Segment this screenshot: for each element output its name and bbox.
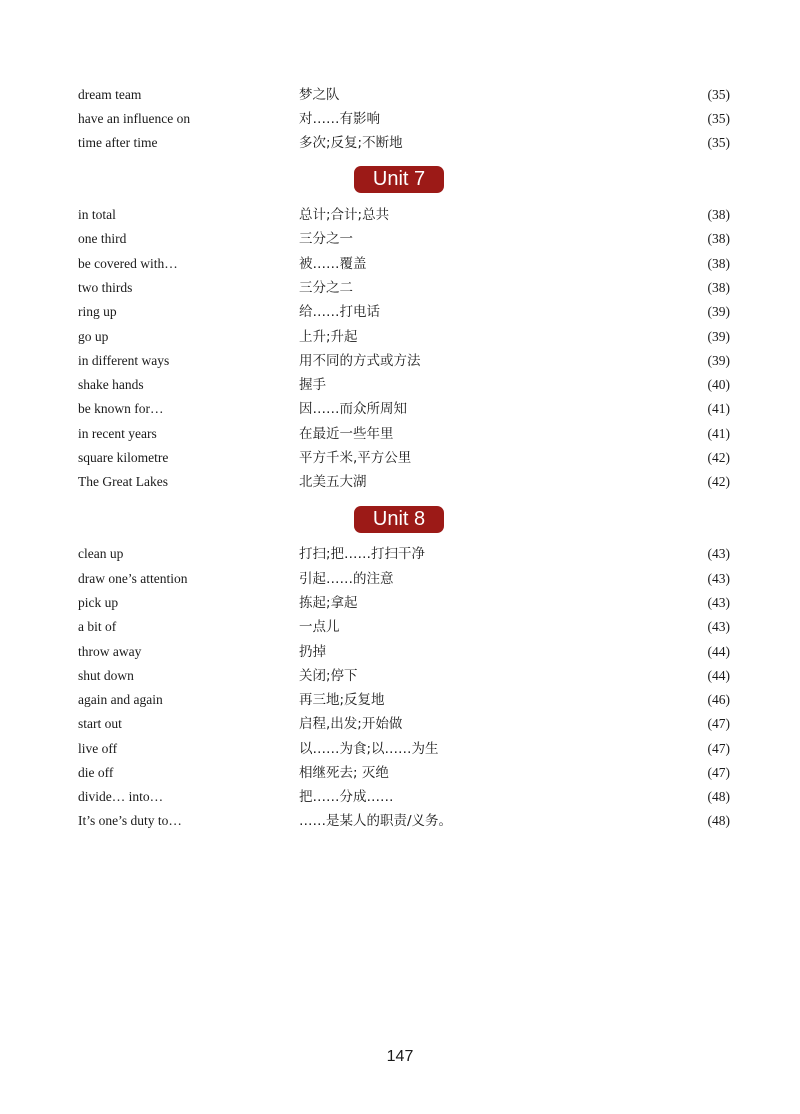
- phrase-row: [0, 325, 800, 349]
- phrase-english: be known for…: [78, 401, 164, 416]
- phrase-english: in recent years: [78, 426, 157, 441]
- phrase-chinese: 平方千米,平方公里: [299, 450, 412, 466]
- phrase-row: [0, 300, 800, 324]
- phrase-english: in different ways: [78, 353, 170, 368]
- phrase-chinese: 对……有影响: [299, 111, 380, 127]
- phrase-row: [0, 615, 800, 639]
- phrase-english: square kilometre: [78, 450, 169, 465]
- phrase-page-ref: (48): [707, 813, 730, 828]
- phrase-row: [0, 688, 800, 712]
- phrase-row: [0, 422, 800, 446]
- phrase-page-ref: (38): [707, 256, 730, 271]
- phrase-english: die off: [78, 765, 114, 780]
- phrase-chinese: 再三地;反复地: [299, 692, 385, 708]
- phrase-row: [0, 203, 800, 227]
- phrase-page-ref: (39): [707, 304, 730, 319]
- phrase-english: clean up: [78, 546, 124, 561]
- phrase-page-ref: (38): [707, 231, 730, 246]
- phrase-chinese: 握手: [299, 377, 326, 393]
- phrase-page-ref: (41): [707, 426, 730, 441]
- phrase-page-ref: (43): [707, 595, 730, 610]
- phrase-english: ring up: [78, 304, 117, 319]
- phrase-page-ref: (35): [707, 111, 730, 126]
- phrase-page-ref: (43): [707, 619, 730, 634]
- phrase-chinese: 因……而众所周知: [299, 401, 407, 417]
- phrase-english: draw one’s attention: [78, 571, 188, 586]
- phrase-english: one third: [78, 231, 127, 246]
- phrase-page-ref: (38): [707, 207, 730, 222]
- phrase-english: go up: [78, 329, 109, 344]
- phrase-row: [0, 252, 800, 276]
- phrase-row: [0, 761, 800, 785]
- phrase-chinese: 打扫;把……打扫干净: [299, 546, 426, 562]
- phrase-page-ref: (42): [707, 450, 730, 465]
- phrase-chinese: 扔掉: [299, 644, 326, 660]
- phrase-english: have an influence on: [78, 111, 191, 126]
- phrase-chinese: 北美五大湖: [299, 474, 367, 490]
- phrase-row: [0, 83, 800, 107]
- phrase-english: shut down: [78, 668, 134, 683]
- phrase-english: shake hands: [78, 377, 144, 392]
- phrase-chinese: 多次;反复;不断地: [299, 135, 403, 151]
- phrase-chinese: ……是某人的职责/义务。: [299, 813, 453, 829]
- unit-7-heading: Unit 7: [354, 166, 444, 193]
- phrase-page-ref: (44): [707, 668, 730, 683]
- unit-8-heading: Unit 8: [354, 506, 444, 533]
- phrase-english: in total: [78, 207, 116, 222]
- phrase-chinese: 拣起;拿起: [299, 595, 358, 611]
- phrase-page-ref: (44): [707, 644, 730, 659]
- phrase-page-ref: (38): [707, 280, 730, 295]
- phrase-row: [0, 131, 800, 155]
- phrase-chinese: 三分之二: [299, 280, 353, 296]
- phrase-english: a bit of: [78, 619, 117, 634]
- phrase-chinese: 在最近一些年里: [299, 426, 394, 442]
- phrase-english: pick up: [78, 595, 119, 610]
- phrase-row: [0, 446, 800, 470]
- phrase-page-ref: (43): [707, 571, 730, 586]
- phrase-row: [0, 542, 800, 566]
- phrase-row: [0, 227, 800, 251]
- phrase-row: [0, 785, 800, 809]
- phrase-page-ref: (39): [707, 353, 730, 368]
- phrase-chinese: 启程,出发;开始做: [299, 716, 403, 732]
- phrase-page-ref: (43): [707, 546, 730, 561]
- phrase-chinese: 给……打电话: [299, 304, 380, 320]
- phrase-row: [0, 397, 800, 421]
- phrase-row: [0, 470, 800, 494]
- page-number: 147: [386, 1048, 414, 1065]
- phrase-row: [0, 349, 800, 373]
- phrase-page-ref: (35): [707, 135, 730, 150]
- phrase-page-ref: (39): [707, 329, 730, 344]
- phrase-chinese: 引起……的注意: [299, 571, 394, 587]
- phrase-chinese: 相继死去; 灭绝: [299, 765, 389, 781]
- phrase-english: start out: [78, 716, 122, 731]
- phrase-page-ref: (40): [707, 377, 730, 392]
- phrase-chinese: 关闭;停下: [299, 668, 358, 684]
- phrase-row: [0, 567, 800, 591]
- phrase-page-ref: (47): [707, 716, 730, 731]
- phrase-chinese: 以……为食;以……为生: [299, 741, 439, 757]
- phrase-row: [0, 712, 800, 736]
- phrase-chinese: 上升;升起: [299, 329, 358, 345]
- phrase-page-ref: (46): [707, 692, 730, 707]
- phrase-english: time after time: [78, 135, 158, 150]
- phrase-page-ref: (47): [707, 765, 730, 780]
- phrase-english: It’s one’s duty to…: [78, 813, 182, 828]
- phrase-chinese: 用不同的方式或方法: [299, 353, 421, 369]
- phrase-english: live off: [78, 741, 118, 756]
- phrase-chinese: 把……分成……: [299, 789, 394, 805]
- phrase-row: [0, 107, 800, 131]
- phrase-page-ref: (47): [707, 741, 730, 756]
- phrase-page-ref: (35): [707, 87, 730, 102]
- phrase-row: [0, 664, 800, 688]
- phrase-english: divide… into…: [78, 789, 164, 804]
- phrase-row: [0, 809, 800, 833]
- phrase-row: [0, 737, 800, 761]
- phrase-english: two thirds: [78, 280, 133, 295]
- phrase-chinese: 三分之一: [299, 231, 353, 247]
- phrase-english: be covered with…: [78, 256, 178, 271]
- phrase-english: The Great Lakes: [78, 474, 168, 489]
- phrase-row: [0, 373, 800, 397]
- phrase-chinese: 梦之队: [299, 87, 340, 103]
- phrase-english: again and again: [78, 692, 163, 707]
- phrase-row: [0, 640, 800, 664]
- phrase-page-ref: (42): [707, 474, 730, 489]
- phrase-chinese: 被……覆盖: [299, 256, 367, 272]
- phrase-english: dream team: [78, 87, 142, 102]
- phrase-row: [0, 276, 800, 300]
- phrase-english: throw away: [78, 644, 142, 659]
- phrase-page-ref: (48): [707, 789, 730, 804]
- phrase-page-ref: (41): [707, 401, 730, 416]
- phrase-row: [0, 591, 800, 615]
- phrase-chinese: 总计;合计;总共: [299, 207, 390, 223]
- phrase-chinese: 一点儿: [299, 619, 340, 635]
